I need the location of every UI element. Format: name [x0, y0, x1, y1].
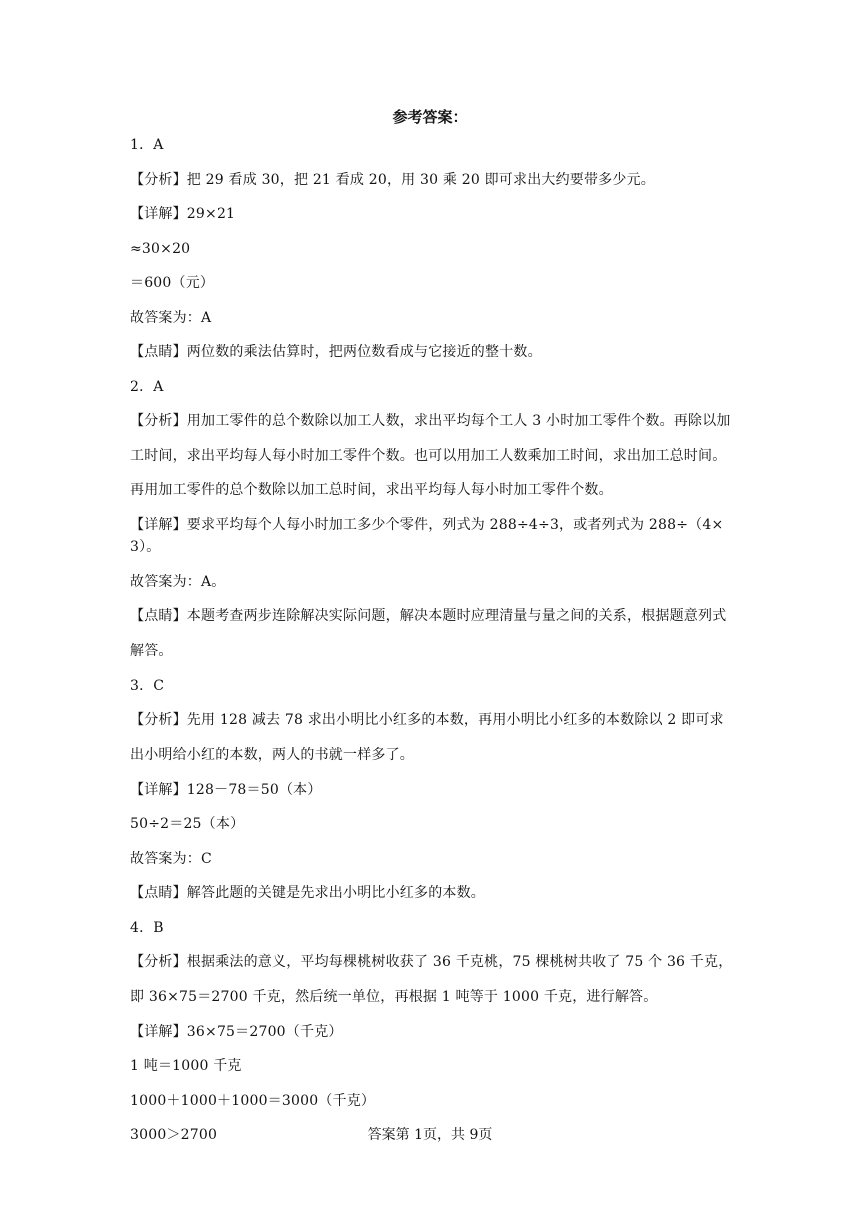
- solution-step: ≈30×20: [130, 240, 191, 257]
- solution-text: 【详解】要求平均每个人每小时加工多少个零件，列式为 288÷4÷3，或者列式为 288÷（4×3）。: [130, 517, 724, 555]
- solution-step: 1000＋1000＋1000＝3000（千克）: [130, 1092, 376, 1109]
- comment-text: 【点睛】两位数的乘法估算时，把两位数看成与它接近的整十数。: [130, 344, 542, 360]
- analysis-text: 【分析】用加工零件的总个数除以加工人数，求出平均每个工人 3 小时加工零件个数。再除以加工时间，求出平均每人每小时加工零件个数。也可以用加工人数乘加工时间，求出加工总时间。再用加工零件的总个数除以加工总时间，求出平均每人每小时加工零件个数。: [130, 413, 731, 498]
- analysis-text: 【分析】先用 128 减去 78 求出小明比小红多的本数，再用小明比小红多的本数除以 2 即可求出小明给小红的本数，两人的书就一样多了。: [130, 712, 724, 763]
- solution-text: 【详解】36×75＝2700（千克）: [130, 1023, 343, 1040]
- answer-conclusion: 故答案为：A: [130, 309, 212, 326]
- answer-number: 2．A: [130, 378, 164, 395]
- page-footer: 答案第 1页，共 9页: [367, 1127, 493, 1143]
- comment-text: 【点睛】解答此题的关键是先求出小明比小红多的本数。: [130, 885, 485, 901]
- analysis-text: 【分析】根据乘法的意义，平均每棵桃树收获了 36 千克桃，75 棵桃树共收了 75 个 36 千克，即 36×75＝2700 千克，然后统一单位，再根据 1 吨等于 1000 千克，进行解答。: [130, 954, 733, 1005]
- answer-conclusion: 故答案为：A。: [130, 573, 226, 590]
- solution-step: 3000＞2700: [130, 1127, 218, 1143]
- analysis-text: 【分析】把 29 看成 30，把 21 看成 20，用 30 乘 20 即可求出大约要带多少元。: [130, 171, 655, 188]
- comment-text: 【点睛】本题考查两步连除解决实际问题，解决本题时应理清量与量之间的关系，根据题意列式解答。: [130, 608, 727, 659]
- solution-text: 【详解】29×21: [130, 206, 236, 222]
- solution-step: 50÷2＝25（本）: [130, 816, 245, 832]
- answer-conclusion: 故答案为：C: [130, 850, 212, 867]
- answer-number: 1．A: [130, 137, 164, 153]
- answer-content: [130, 134, 736, 1159]
- answer-number: 3．C: [130, 677, 165, 694]
- solution-text: 【详解】128－78＝50（本）: [130, 781, 322, 798]
- page-title: 参考答案：: [392, 108, 468, 126]
- solution-step: 1 吨＝1000 千克: [130, 1058, 242, 1074]
- answer-number: 4．B: [130, 919, 164, 936]
- solution-step: ＝600（元）: [130, 275, 215, 291]
